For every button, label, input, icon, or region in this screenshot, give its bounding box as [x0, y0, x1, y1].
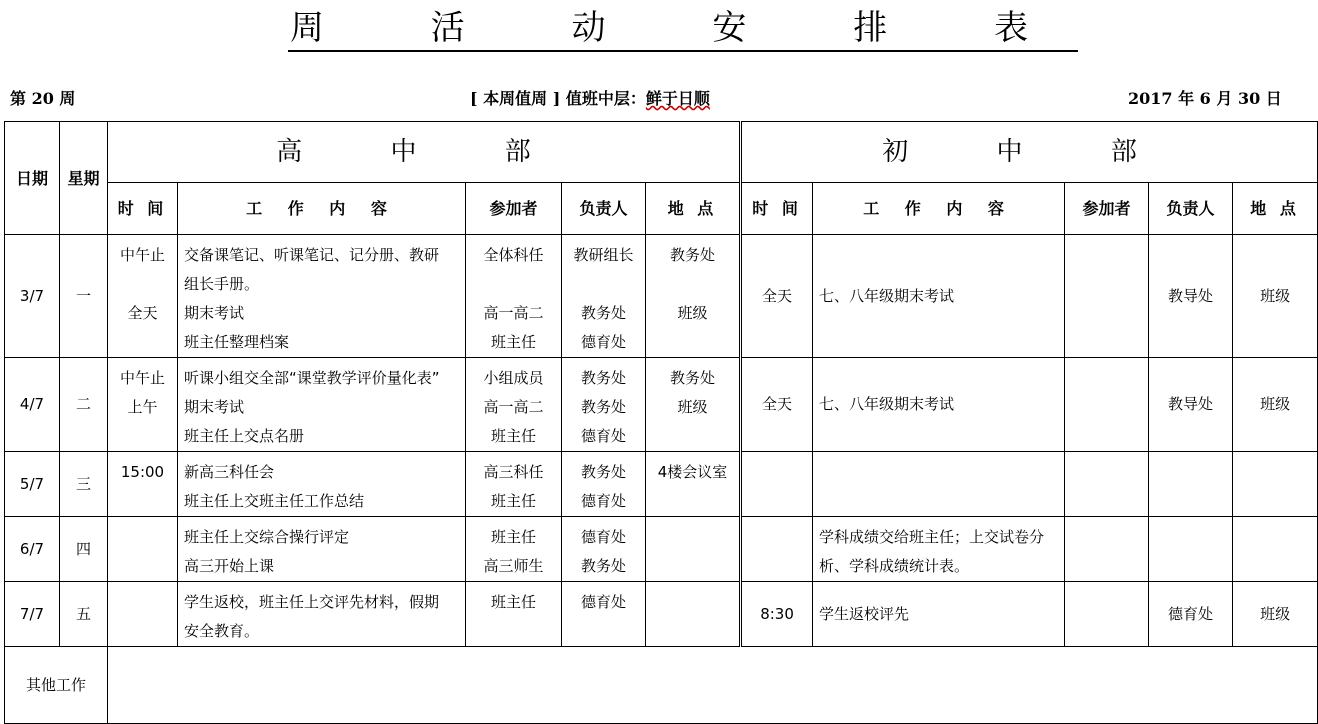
cell-j-participants [1065, 452, 1149, 517]
cell-h-time-line [108, 328, 177, 357]
cell-h-location-line: 班级 [677, 398, 708, 416]
report-date: 2017 年 6 月 30 日 [1128, 89, 1282, 108]
cell-h-participants [466, 582, 562, 647]
cell-h-time [108, 517, 178, 582]
header-h-content: 工 作 内 容 [178, 183, 466, 235]
header-h-participants: 参加者 [466, 183, 562, 235]
cell-h-location-line: 4楼会议室 [657, 463, 728, 481]
cell-j-content: 七、八年级期末考试 [813, 235, 1065, 358]
cell-h-content-line: 听课小组交全部“课堂教学评价量化表” [184, 369, 440, 387]
cell-j-participants [1065, 235, 1149, 358]
table-row [5, 452, 1318, 517]
cell-h-participants-line: 高三师生 [483, 557, 544, 575]
cell-h-owner-line: 教务处 [580, 557, 626, 575]
cell-j-owner: 教导处 [1149, 358, 1233, 452]
cell-h-participants-line: 班主任 [490, 528, 536, 546]
cell-h-time-line [108, 588, 177, 617]
cell-h-owner-line [562, 270, 645, 299]
row-date: 4/7 [5, 358, 60, 452]
cell-h-participants-line [466, 270, 561, 299]
cell-h-content-line: 班主任整理档案 [184, 333, 290, 351]
cell-h-location-line [646, 422, 739, 451]
cell-h-content-line: 班主任上交点名册 [184, 427, 305, 445]
cell-h-content-line: 组长手册。 [184, 275, 260, 293]
duty-name: 鲜于日顺 [645, 89, 710, 108]
cell-h-time [108, 582, 178, 647]
cell-h-time-line: 中午止 [119, 246, 165, 264]
cell-h-owner-line: 教务处 [580, 304, 626, 322]
cell-h-owner [562, 582, 646, 647]
row-date: 5/7 [5, 452, 60, 517]
other-work-content [108, 647, 1318, 724]
cell-j-owner: 教导处 [1149, 235, 1233, 358]
cell-h-time [108, 235, 178, 358]
cell-h-time-line: 中午止 [119, 369, 165, 387]
cell-h-content-line: 班主任上交班主任工作总结 [184, 492, 365, 510]
header-high-school: 高 中 部 [108, 122, 741, 183]
cell-h-location [646, 235, 741, 358]
cell-j-time: 全天 [741, 358, 813, 452]
cell-j-location [1233, 452, 1318, 517]
cell-h-participants [466, 358, 562, 452]
row-date: 3/7 [5, 235, 60, 358]
duty-prefix: [ 本周值周 ] 值班中层： [470, 89, 646, 108]
cell-j-content: 学生返校评先 [813, 582, 1065, 647]
cell-j-participants [1065, 358, 1149, 452]
cell-h-location [646, 582, 741, 647]
cell-h-time-line [108, 523, 177, 552]
cell-h-participants-line: 班主任 [490, 492, 536, 510]
cell-j-content [813, 452, 1065, 517]
cell-h-participants-line: 班主任 [490, 333, 536, 351]
cell-h-time [108, 452, 178, 517]
cell-h-participants-line: 全体科任 [483, 246, 544, 264]
cell-j-location: 班级 [1233, 582, 1318, 647]
header-h-location: 地 点 [646, 183, 741, 235]
header-j-time: 时 间 [741, 183, 813, 235]
cell-h-owner [562, 235, 646, 358]
week-number: 第 20 周 [10, 89, 76, 108]
cell-h-location [646, 358, 741, 452]
cell-h-content-line: 班主任上交综合操行评定 [184, 528, 350, 546]
cell-h-owner-line: 德育处 [580, 427, 626, 445]
cell-h-owner [562, 358, 646, 452]
header-h-owner: 负责人 [562, 183, 646, 235]
cell-h-time-line: 15:00 [120, 463, 165, 481]
header-junior-school: 初 中 部 [741, 122, 1318, 183]
cell-h-time-line [108, 422, 177, 451]
cell-h-participants-line: 高三科任 [483, 463, 544, 481]
header-date: 日期 [5, 122, 60, 235]
cell-j-participants [1065, 517, 1149, 582]
header-h-time: 时 间 [108, 183, 178, 235]
cell-h-participants-line: 班主任 [490, 427, 536, 445]
cell-j-content: 七、八年级期末考试 [813, 358, 1065, 452]
cell-h-location-line: 教务处 [670, 369, 716, 387]
header-j-content: 工 作 内 容 [813, 183, 1065, 235]
cell-h-time [108, 358, 178, 452]
row-date: 6/7 [5, 517, 60, 582]
cell-j-location: 班级 [1233, 358, 1318, 452]
row-weekday: 四 [60, 517, 108, 582]
cell-h-content-line: 安全教育。 [184, 622, 260, 640]
cell-j-time [741, 517, 813, 582]
cell-h-owner-line: 教务处 [580, 369, 626, 387]
cell-h-participants [466, 235, 562, 358]
cell-j-location [1233, 517, 1318, 582]
header-weekday: 星期 [60, 122, 108, 235]
cell-h-time-line [108, 270, 177, 299]
cell-h-owner-line: 德育处 [580, 593, 626, 611]
cell-h-content-line: 高三开始上课 [184, 557, 275, 575]
cell-h-participants-line: 高一高二 [483, 398, 544, 416]
cell-h-participants-line: 班主任 [490, 593, 536, 611]
cell-j-participants [1065, 582, 1149, 647]
cell-h-location-line: 教务处 [670, 246, 716, 264]
cell-h-content [178, 452, 466, 517]
cell-h-location-line: 班级 [677, 304, 708, 322]
cell-h-location-line [646, 588, 739, 617]
cell-j-content [813, 517, 1065, 582]
cell-h-content [178, 358, 466, 452]
cell-h-participants [466, 452, 562, 517]
cell-h-location-line [646, 487, 739, 516]
cell-j-owner [1149, 452, 1233, 517]
schedule-table [4, 121, 1318, 724]
cell-j-location: 班级 [1233, 235, 1318, 358]
cell-h-content [178, 235, 466, 358]
cell-h-owner-line: 德育处 [580, 492, 626, 510]
row-weekday: 一 [60, 235, 108, 358]
row-date: 7/7 [5, 582, 60, 647]
cell-h-content-line: 学生返校，班主任上交评先材料，假期 [184, 593, 440, 611]
other-work-row [5, 647, 1318, 724]
cell-h-location-line [646, 270, 739, 299]
cell-h-owner [562, 517, 646, 582]
cell-j-content-line: 学科成绩交给班主任；上交试卷分 [819, 528, 1045, 546]
cell-h-location-line [646, 328, 739, 357]
table-row [5, 582, 1318, 647]
cell-j-owner: 德育处 [1149, 582, 1233, 647]
table-row [5, 517, 1318, 582]
cell-h-participants-line: 小组成员 [483, 369, 544, 387]
cell-h-participants [466, 517, 562, 582]
row-weekday: 二 [60, 358, 108, 452]
cell-h-content [178, 517, 466, 582]
cell-h-location [646, 452, 741, 517]
table-row [5, 358, 1318, 452]
cell-h-owner-line: 德育处 [580, 333, 626, 351]
cell-h-time-line [108, 487, 177, 516]
row-weekday: 五 [60, 582, 108, 647]
cell-j-content-line: 析、学科成绩统计表。 [819, 557, 970, 575]
cell-h-owner-line: 教务处 [580, 398, 626, 416]
header-j-location: 地 点 [1233, 183, 1318, 235]
cell-h-owner-line: 德育处 [580, 528, 626, 546]
header-j-owner: 负责人 [1149, 183, 1233, 235]
header-j-participants: 参加者 [1065, 183, 1149, 235]
cell-h-location [646, 517, 741, 582]
table-row [5, 235, 1318, 358]
cell-h-location-line [646, 552, 739, 581]
cell-h-time-line [108, 552, 177, 581]
other-work-label: 其他工作 [5, 647, 108, 724]
cell-h-time-line: 上午 [127, 398, 158, 416]
cell-h-content-line: 期末考试 [184, 398, 245, 416]
cell-j-time [741, 452, 813, 517]
cell-j-time: 8:30 [741, 582, 813, 647]
cell-h-content-line: 期末考试 [184, 304, 245, 322]
cell-h-content-line: 新高三科任会 [184, 463, 275, 481]
row-weekday: 三 [60, 452, 108, 517]
cell-h-participants-line: 高一高二 [483, 304, 544, 322]
duty-info [470, 89, 710, 109]
cell-h-owner-line: 教务处 [580, 463, 626, 481]
page-title: 周 活 动 安 排 表 [0, 8, 1318, 48]
cell-h-time-line: 全天 [127, 304, 158, 322]
cell-h-content [178, 582, 466, 647]
cell-j-time: 全天 [741, 235, 813, 358]
cell-h-content-line: 交备课笔记、听课笔记、记分册、教研 [184, 246, 440, 264]
cell-h-location-line [646, 523, 739, 552]
cell-h-owner [562, 452, 646, 517]
cell-j-owner [1149, 517, 1233, 582]
cell-h-owner-line: 教研组长 [573, 246, 634, 264]
